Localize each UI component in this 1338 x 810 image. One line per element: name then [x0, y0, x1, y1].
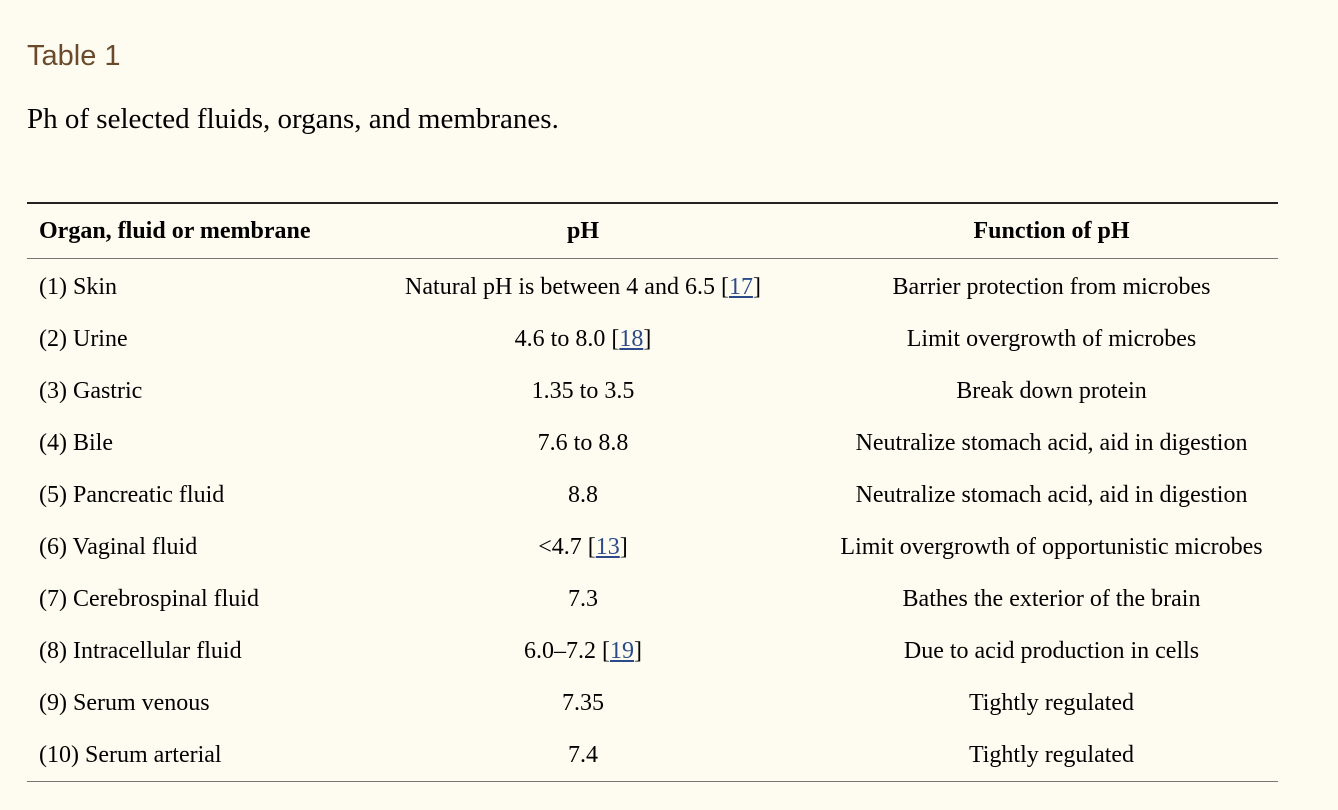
cell-organ: (6) Vaginal fluid — [39, 533, 198, 560]
ph-value: <4.7 [ — [538, 533, 596, 560]
cell-function: Bathes the exterior of the brain — [902, 585, 1201, 612]
cell-organ: (4) Bile — [39, 429, 113, 456]
cell-ph — [341, 677, 825, 729]
ph-value: Natural pH is between 4 and 6.5 [ — [405, 273, 729, 300]
ref-bracket: ] — [634, 637, 642, 664]
cell-function: Tightly regulated — [968, 741, 1135, 768]
reference-link[interactable]: 18 — [619, 325, 644, 352]
header-organ: Organ, fluid or membrane — [27, 203, 341, 259]
cell-organ: (7) Cerebrospinal fluid — [39, 585, 259, 612]
ph-table — [27, 202, 1278, 782]
cell-function: Tightly regulated — [968, 689, 1135, 716]
header-row — [27, 203, 1278, 259]
cell-ph — [341, 573, 825, 625]
cell-organ: (10) Serum arterial — [39, 741, 222, 768]
cell-ph — [341, 469, 825, 521]
ph-value: 7.6 to 8.8 — [537, 429, 629, 456]
ph-value: 7.3 — [568, 585, 598, 612]
ph-value: 8.8 — [568, 481, 598, 508]
table-row — [27, 729, 1278, 782]
cell-function: Neutralize stomach acid, aid in digestion — [855, 429, 1248, 456]
ph-value: 4.6 to 8.0 [ — [514, 325, 620, 352]
cell-organ: (2) Urine — [39, 325, 128, 352]
table-row — [27, 469, 1278, 521]
ph-value: 6.0–7.2 [ — [524, 637, 610, 664]
table-row — [27, 313, 1278, 365]
cell-organ: (1) Skin — [39, 273, 117, 300]
table-row — [27, 521, 1278, 573]
table-header — [27, 203, 1278, 259]
ph-value: 7.4 — [568, 741, 598, 768]
cell-ph — [341, 625, 825, 677]
cell-organ: (5) Pancreatic fluid — [39, 481, 225, 508]
table-caption: Ph of selected fluids, organs, and membranes. — [27, 103, 559, 135]
cell-ph — [341, 729, 825, 782]
table-label: Table 1 — [27, 40, 121, 72]
header-function: Function of pH — [825, 203, 1278, 259]
cell-function: Neutralize stomach acid, aid in digestion — [855, 481, 1248, 508]
ref-bracket: ] — [643, 325, 652, 352]
cell-organ: (9) Serum venous — [39, 689, 210, 716]
ref-bracket: ] — [619, 533, 628, 560]
cell-function: Limit overgrowth of microbes — [906, 325, 1197, 352]
cell-function: Limit overgrowth of opportunistic microbes — [840, 533, 1263, 560]
table-row — [27, 573, 1278, 625]
reference-link[interactable]: 17 — [728, 273, 753, 300]
cell-organ: (3) Gastric — [39, 377, 143, 404]
ph-value: 7.35 — [562, 689, 604, 716]
header-ph: pH — [341, 203, 825, 259]
cell-ph — [341, 259, 825, 314]
cell-ph — [341, 521, 825, 573]
table-row — [27, 625, 1278, 677]
cell-ph — [341, 417, 825, 469]
table-row — [27, 259, 1278, 314]
reference-link[interactable]: 19 — [610, 637, 634, 664]
table-body — [27, 259, 1278, 782]
cell-ph — [341, 313, 825, 365]
cell-organ: (8) Intracellular fluid — [39, 637, 242, 664]
table-row — [27, 417, 1278, 469]
table-row — [27, 677, 1278, 729]
table-row — [27, 365, 1278, 417]
reference-link[interactable]: 13 — [595, 533, 620, 560]
cell-function: Barrier protection from microbes — [892, 273, 1211, 300]
cell-ph — [341, 365, 825, 417]
cell-function: Break down protein — [956, 377, 1147, 404]
cell-function: Due to acid production in cells — [903, 637, 1200, 664]
ph-value: 1.35 to 3.5 — [531, 377, 635, 404]
ref-bracket: ] — [752, 273, 761, 300]
